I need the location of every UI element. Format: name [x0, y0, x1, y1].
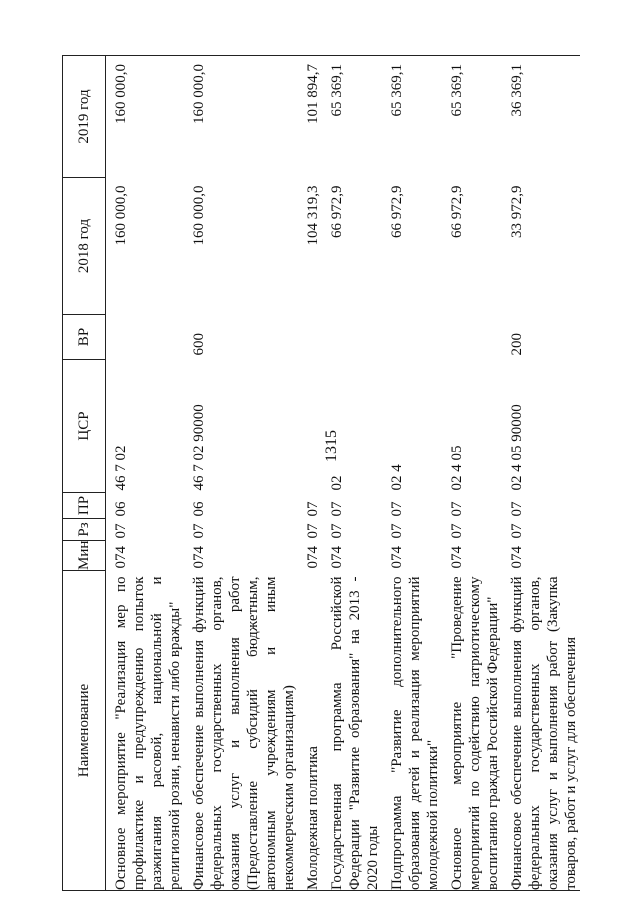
row-2019: 65 369,1 [442, 56, 502, 178]
budget-table [62, 55, 580, 891]
row-pr: 07 [305, 501, 321, 517]
row-rz: 07 [113, 523, 129, 539]
row-csr: 02 4 05 90000 [509, 404, 525, 491]
table-row [382, 56, 442, 891]
row-vr [322, 315, 382, 360]
row-vr [442, 315, 502, 360]
rotated-page-content [62, 56, 616, 891]
header-rz: Рз [63, 519, 106, 541]
row-2018: 160 000,0 [191, 185, 207, 246]
page-number: 1315 [323, 430, 340, 462]
row-pr: 06 [113, 501, 129, 517]
row-min: 074 [305, 546, 321, 569]
row-pr: 06 [191, 501, 207, 517]
table-row [298, 56, 322, 891]
row-vr: 600 [191, 333, 207, 356]
row-rz: 07 [191, 523, 207, 539]
row-2019: 101 894,7 [298, 56, 322, 178]
row-pr: 07 [449, 501, 465, 517]
row-min: 074 [191, 546, 207, 569]
row-2019: 65 369,1 [322, 56, 382, 178]
row-vr [106, 315, 185, 360]
table-row [184, 56, 298, 891]
row-vr [382, 315, 442, 360]
row-name: Основное мероприятие "Проведение мероприятий по содействию патриотическому воспитанию граждан Российской Федерации" [442, 571, 502, 891]
row-pr: 07 [329, 501, 345, 517]
header-pr: ПР [63, 493, 106, 519]
row-name: Молодежная политика [298, 571, 322, 891]
row-2018: 160 000,0 [113, 185, 129, 246]
table-row [442, 56, 502, 891]
header-2018: 2018 год [63, 178, 106, 315]
row-csr: 46 7 02 [113, 445, 129, 491]
row-pr: 07 [389, 501, 405, 517]
row-vr: 200 [509, 333, 525, 356]
row-min: 074 [329, 546, 345, 569]
header-csr: ЦСР [63, 360, 106, 493]
row-vr [298, 315, 322, 360]
header-name: Наименование [63, 571, 106, 891]
row-name: Основное мероприятие "Реализация мер по профилактике и предупреждению попыток разжигания расовой, национальной и религиозной розни, ненависти либо вражды" [106, 571, 185, 891]
row-2019: 65 369,1 [382, 56, 442, 178]
row-csr: 02 [329, 475, 345, 491]
row-rz: 07 [305, 523, 321, 539]
table-row [106, 56, 185, 891]
row-min: 074 [449, 546, 465, 569]
row-2019: 36 369,1 [502, 56, 580, 178]
row-2018: 66 972,9 [449, 185, 465, 238]
row-csr: 02 4 05 [449, 445, 465, 491]
row-2019: 160 000,0 [184, 56, 298, 178]
row-name: Государственная программа Российской Федерации "Развитие образования" на 2013 - 2020 годы [322, 571, 382, 891]
row-csr [298, 360, 322, 493]
row-pr: 07 [509, 501, 525, 517]
row-rz: 07 [449, 523, 465, 539]
row-2018: 104 319,3 [305, 185, 321, 246]
row-2018: 66 972,9 [389, 185, 405, 238]
row-csr: 02 4 [389, 464, 405, 491]
header-min: Мин [63, 541, 106, 571]
row-2019: 160 000,0 [106, 56, 185, 178]
row-rz: 07 [389, 523, 405, 539]
row-2018: 33 972,9 [509, 185, 525, 238]
table-body [106, 56, 581, 891]
row-name: Финансовое обеспечение выполнения функций федеральных государственных органов, оказания услуг и выполнения работ (Закупка товаров, работ и услуг для обеспечения [502, 571, 580, 891]
row-csr: 46 7 02 90000 [191, 404, 207, 491]
row-min: 074 [389, 546, 405, 569]
header-2019: 2019 год [63, 56, 106, 178]
row-rz: 07 [329, 523, 345, 539]
row-min: 074 [509, 546, 525, 569]
table-row [502, 56, 580, 891]
table-header [63, 56, 106, 891]
table-row [322, 56, 382, 891]
row-name: Финансовое обеспечение выполнения функций федеральных государственных органов, оказания услуг и выполнения работ (Предоставление субсидий бюджетным, автономным учреждениям и иным некоммерческим организациям) [184, 571, 298, 891]
row-name: Подпрограмма "Развитие дополнительного образования детей и реализация мероприятий молодежной политики" [382, 571, 442, 891]
row-min: 074 [113, 546, 129, 569]
row-2018: 66 972,9 [329, 185, 345, 238]
header-vr: ВР [63, 315, 106, 360]
row-rz: 07 [509, 523, 525, 539]
